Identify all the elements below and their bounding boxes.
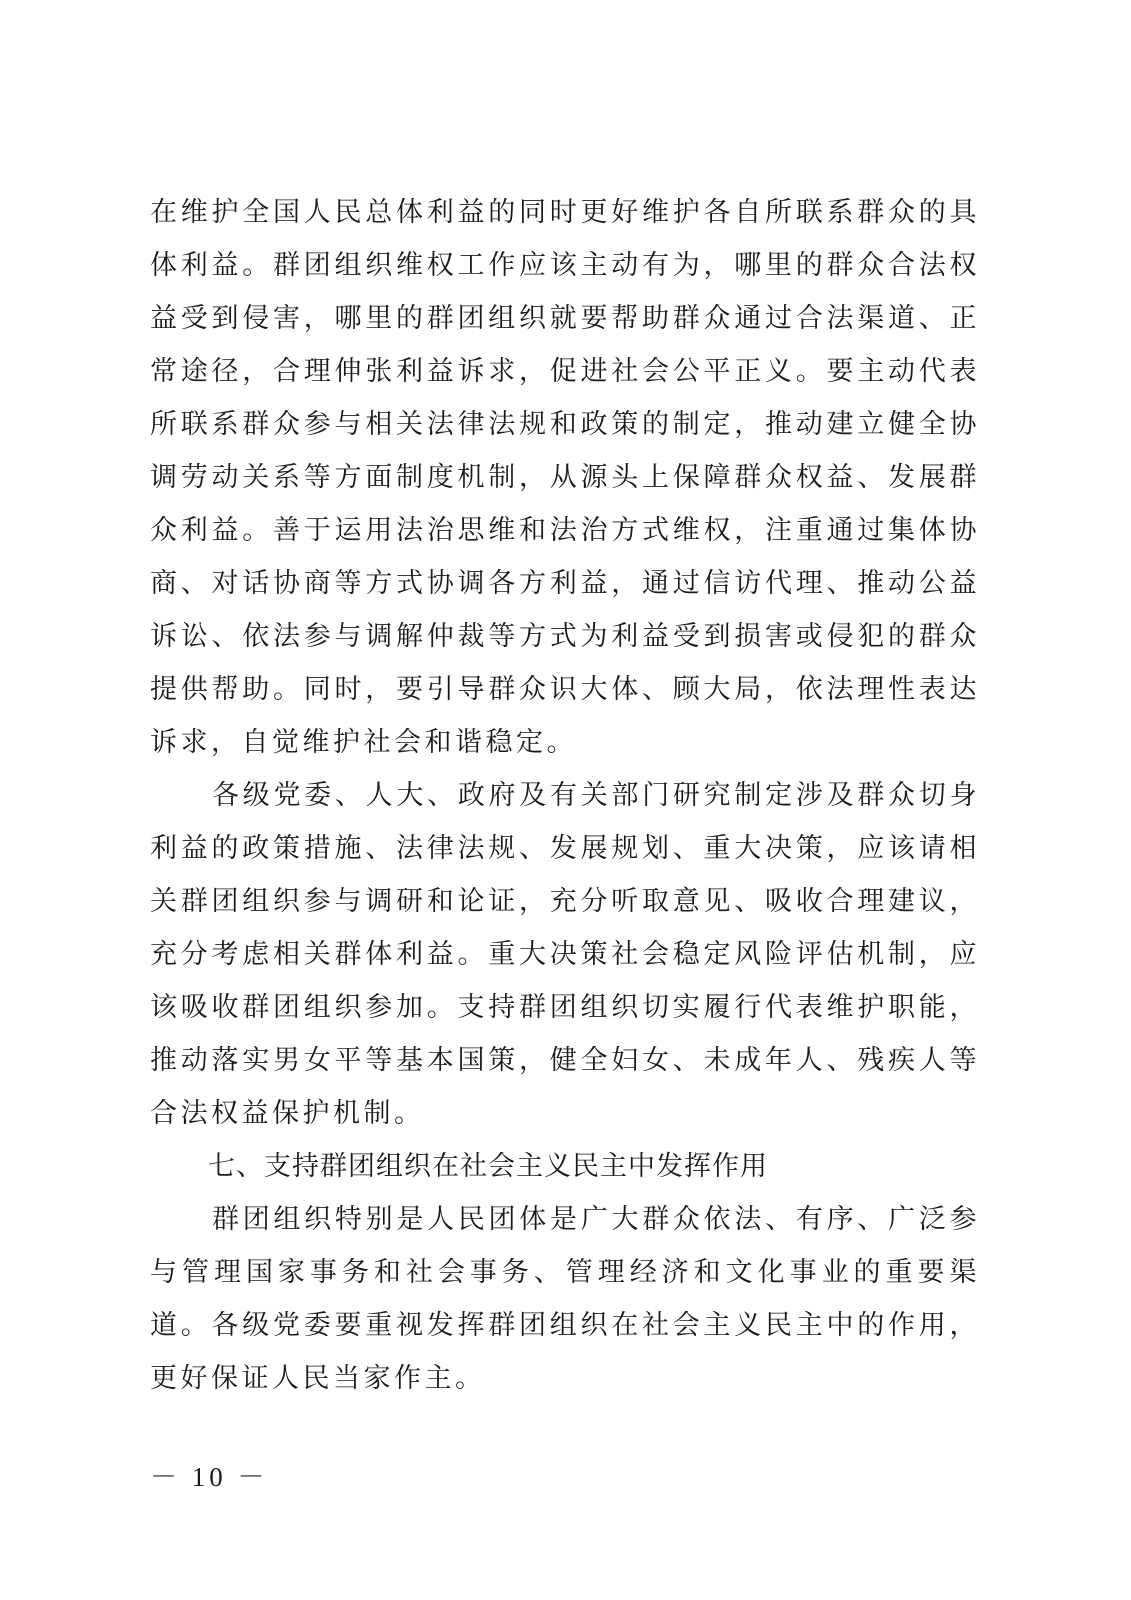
page-number: － 10 － [150, 1462, 269, 1492]
paragraph-continuation: 在维护全国人民总体利益的同时更好维护各自所联系群众的具体利益。群团组织维权工作应该主动有为，哪里的群众合法权益受到侵害，哪里的群团组织就要帮助群众通过合法渠道、正常途径，合理伸张利益诉求，促进社会公平正义。要主动代表所联系群众参与相关法律法规和政策的制定，推动建立健全协调劳动关系等方面制度机制，从源头上保障群众权益、发展群众利益。善于运用法治思维和法治方式维权，注重通过集体协商、对话协商等方式协调各方利益，通过信访代理、推动公益诉讼、依法参与调解仲裁等方式为利益受到损害或侵犯的群众提供帮助。同时，要引导群众识大体、顾大局，依法理性表达诉求，自觉维护社会和谐稳定。 [150, 197, 980, 758]
document-body [150, 186, 980, 1405]
paragraph-democracy: 群团组织特别是人民团体是广大群众依法、有序、广泛参与管理国家事务和社会事务、管理经济和文化事业的重要渠道。各级党委要重视发挥群团组织在社会主义民主中的作用，更好保证人民当家作主。 [150, 1204, 980, 1394]
paragraph-policy: 各级党委、人大、政府及有关部门研究制定涉及群众切身利益的政策措施、法律法规、发展规划、重大决策，应该请相关群团组织参与调研和论证，充分听取意见、吸收合理建议，充分考虑相关群体利益。重大决策社会稳定风险评估机制，应该吸收群团组织参加。支持群团组织切实履行代表维护职能，推动落实男女平等基本国策，健全妇女、未成年人、残疾人等合法权益保护机制。 [150, 780, 980, 1129]
section-heading: 七、支持群团组织在社会主义民主中发挥作用 [208, 1151, 768, 1182]
